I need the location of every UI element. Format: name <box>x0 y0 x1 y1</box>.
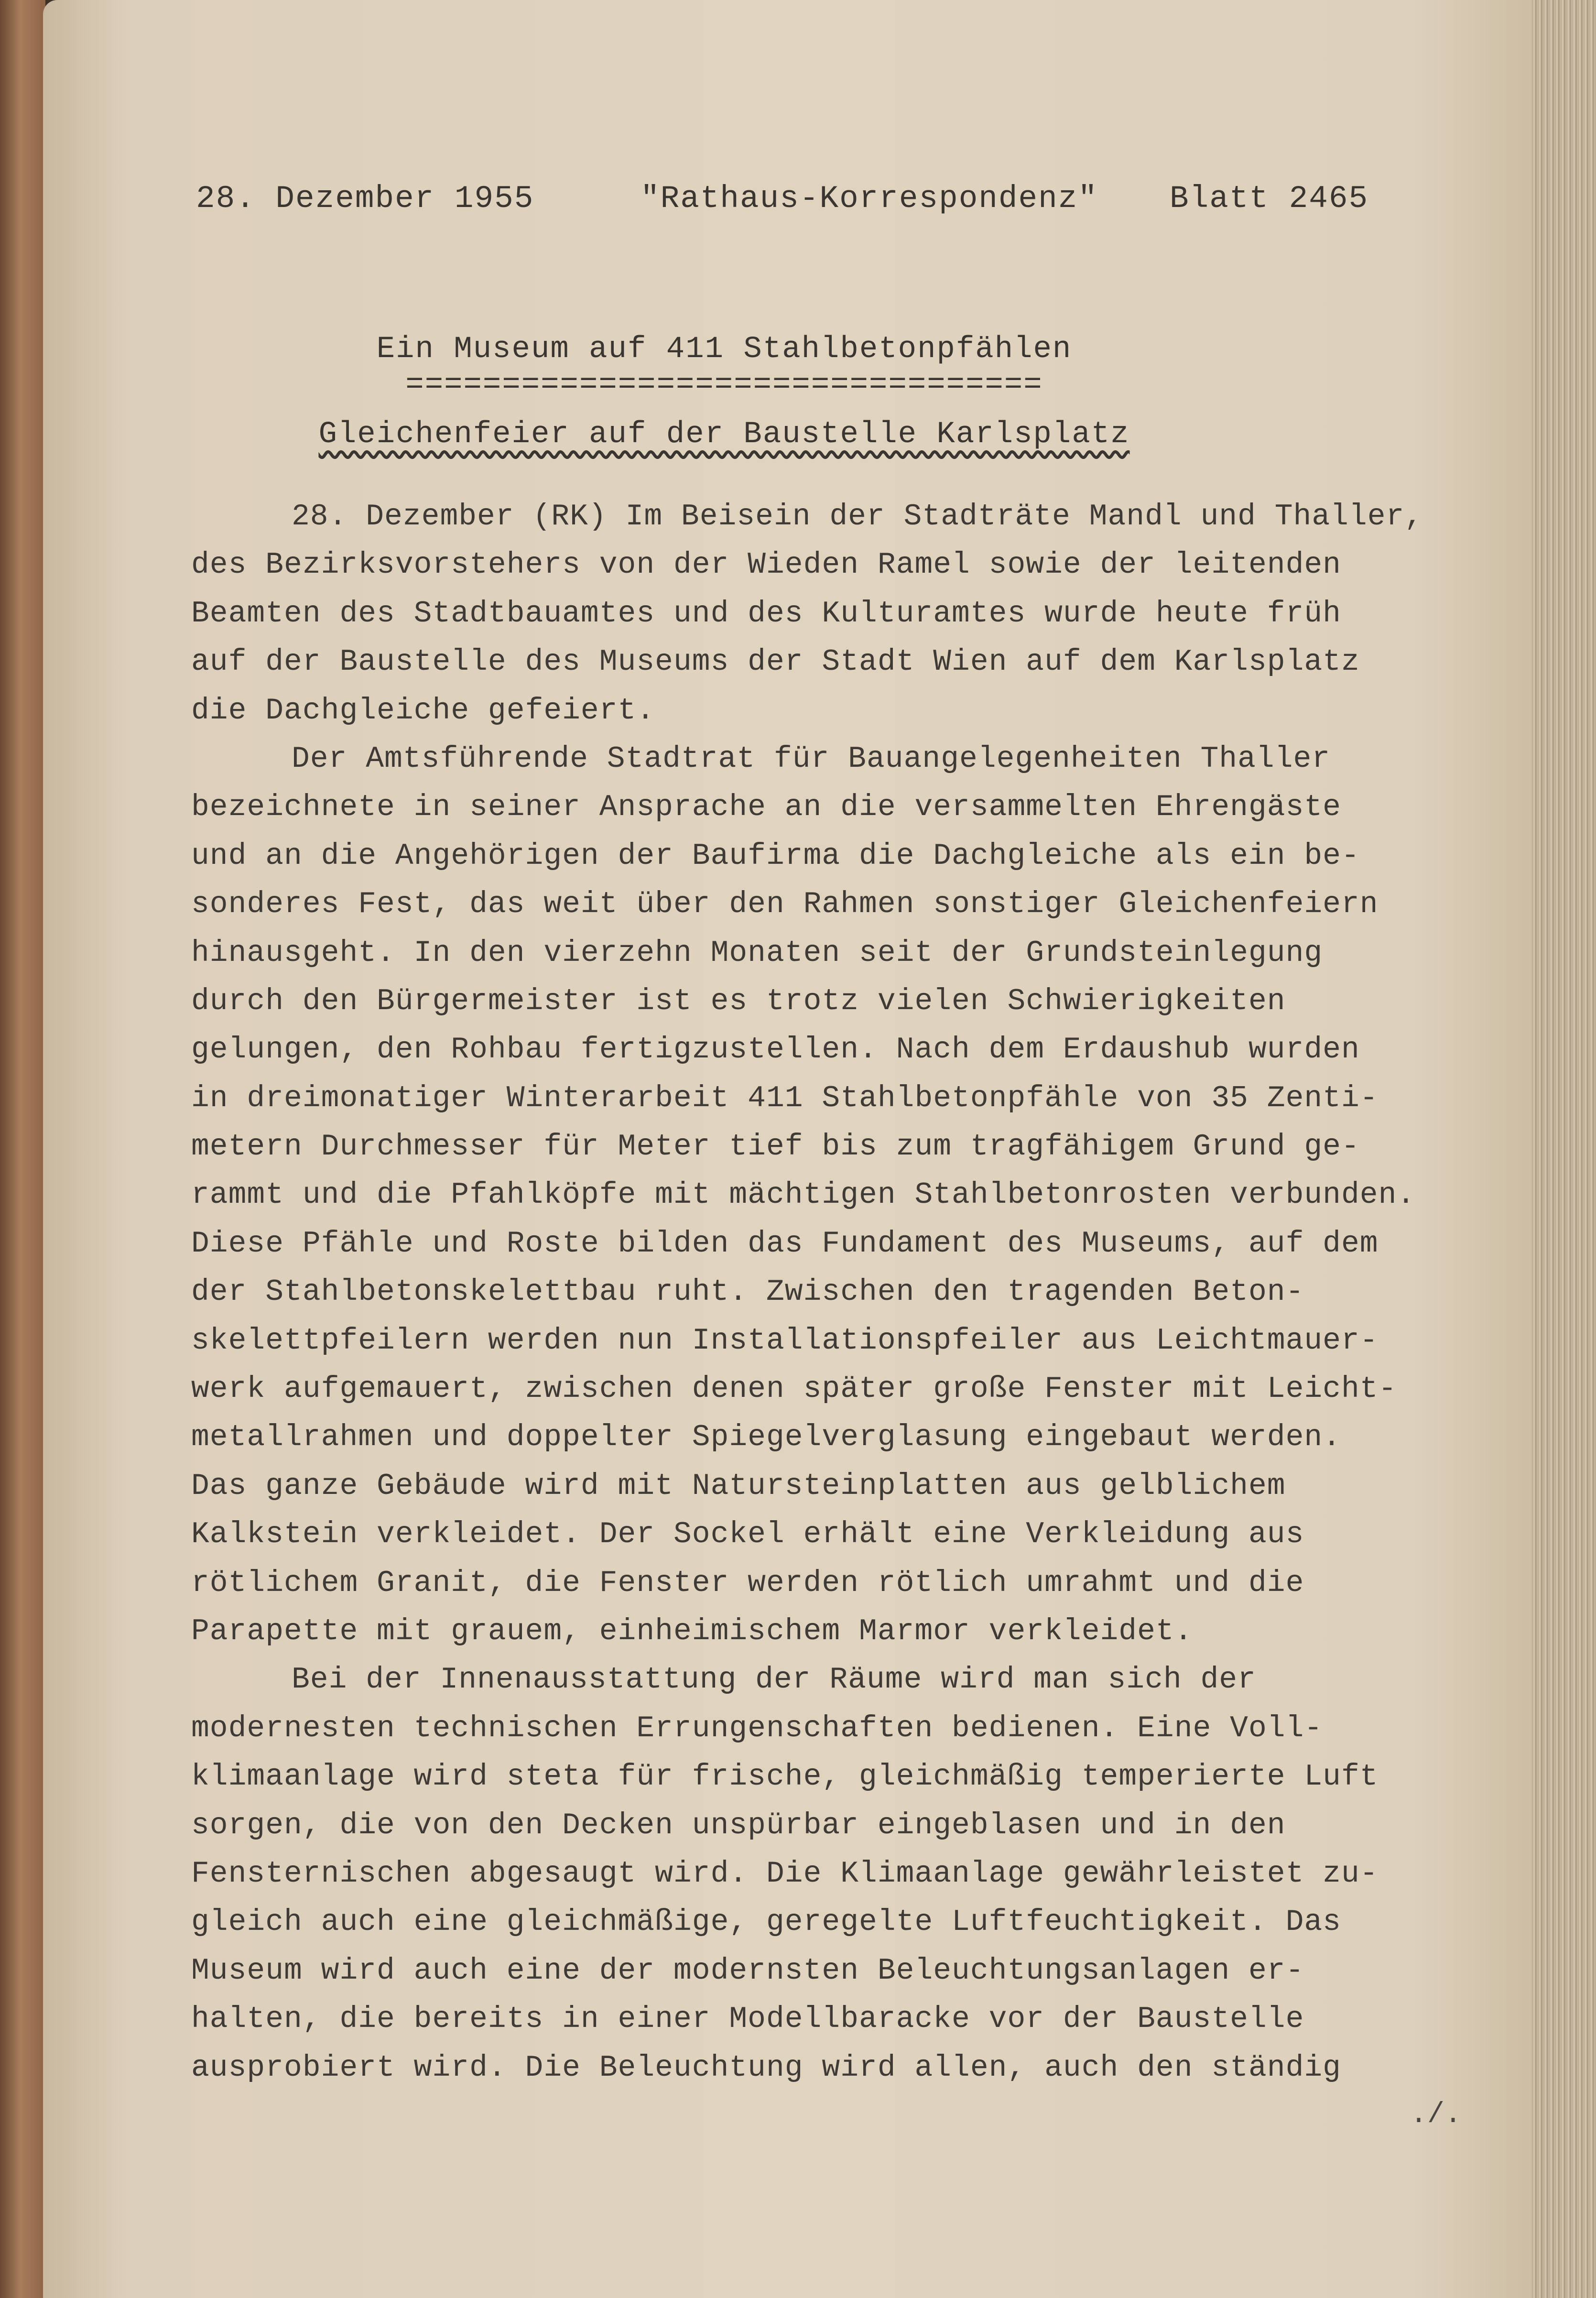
body-line: Beamten des Stadtbauamtes und des Kulturamtes wurde heute früh <box>191 596 1341 631</box>
body-line: Parapette mit grauem, einheimischem Marmor verkleidet. <box>191 1614 1193 1648</box>
body-line: gelungen, den Rohbau fertigzustellen. Nach dem Erdaushub wurden <box>191 1033 1360 1067</box>
body-line: 28. Dezember (RK) Im Beisein der Stadträte Mandl und Thaller, <box>292 500 1423 534</box>
body-line: Kalkstein verkleidet. Der Sockel erhält eine Verkleidung aus <box>191 1517 1304 1552</box>
article-title: Ein Museum auf 411 Stahlbetonpfählen <box>376 332 1072 367</box>
body-line: der Stahlbetonskelettbau ruht. Zwischen den tragenden Beton- <box>191 1275 1304 1309</box>
body-line: klimaanlage wird steta für frische, gleichmäßig temperierte Luft <box>191 1760 1379 1794</box>
body-line: metallrahmen und doppelter Spiegelverglasung eingebaut werden. <box>191 1420 1341 1455</box>
body-line: bezeichnete in seiner Ansprache an die versammelten Ehrengäste <box>191 790 1341 825</box>
body-line: hinausgeht. In den vierzehn Monaten seit der Grundsteinlegung <box>191 936 1323 970</box>
body-line: rammt und die Pfahlköpfe mit mächtigen Stahlbetonrosten verbunden. <box>191 1178 1416 1212</box>
body-line: metern Durchmesser für Meter tief bis zum tragfähigem Grund ge- <box>191 1130 1360 1164</box>
body-line: werk aufgemauert, zwischen denen später große Fenster mit Leicht- <box>191 1372 1397 1406</box>
body-line: Fensternischen abgesaugt wird. Die Klimaanlage gewährleistet zu- <box>191 1856 1379 1891</box>
body-line: die Dachgleiche gefeiert. <box>191 693 655 728</box>
body-line: sorgen, die von den Decken unspürbar eingeblasen und in den <box>191 1808 1286 1842</box>
body-line: halten, die bereits in einer Modellbaracke vor der Baustelle <box>191 2002 1304 2037</box>
body-line: und an die Angehörigen der Baufirma die Dachgleiche als ein be- <box>191 839 1360 873</box>
body-line: gleich auch eine gleichmäßige, geregelte Luftfeuchtigkeit. Das <box>191 1905 1341 1939</box>
body-line: rötlichem Granit, die Fenster werden rötlich umrahmt und die <box>191 1566 1304 1600</box>
continuation-mark: ./. <box>1410 2099 1462 2131</box>
body-line: auf der Baustelle des Museums der Stadt Wien auf dem Karlsplatz <box>191 645 1360 679</box>
body-line: durch den Bürgermeister ist es trotz vielen Schwierigkeiten <box>191 984 1286 1018</box>
body-line: sonderes Fest, das weit über den Rahmen sonstiger Gleichenfeiern <box>191 887 1379 922</box>
header-date: 28. Dezember 1955 <box>196 181 534 217</box>
body-line: ausprobiert wird. Die Beleuchtung wird allen, auch den ständig <box>191 2050 1341 2085</box>
book-page-edges <box>1532 0 1596 2298</box>
body-line: skelettpfeilern werden nun Installationspfeiler aus Leichtmauer- <box>191 1323 1379 1358</box>
body-line: Diese Pfähle und Roste bilden das Fundament des Museums, auf dem <box>191 1226 1379 1261</box>
body-line: Das ganze Gebäude wird mit Natursteinplatten aus gelblichem <box>191 1469 1286 1503</box>
body-line: des Bezirksvorstehers von der Wieden Ramel sowie der leitenden <box>191 548 1341 582</box>
document-page <box>43 0 1532 2298</box>
header-page-number: Blatt 2465 <box>1170 181 1369 217</box>
facing-page-edge <box>0 0 45 2298</box>
page-header <box>196 181 1381 224</box>
article-body <box>191 492 1467 2092</box>
title-rule: ================================= <box>405 368 1043 403</box>
body-line: modernesten technischen Errungenschaften bedienen. Eine Voll- <box>191 1711 1323 1745</box>
header-publication: "Rathaus-Korrespondenz" <box>641 181 1098 217</box>
body-line: Bei der Innenausstattung der Räume wird man sich der <box>292 1663 1256 1697</box>
article-subtitle: Gleichenfeier auf der Baustelle Karlsplatz <box>318 417 1130 452</box>
body-line: in dreimonatiger Winterarbeit 411 Stahlbetonpfähle von 35 Zenti- <box>191 1081 1379 1115</box>
body-line: Der Amtsführende Stadtrat für Bauangelegenheiten Thaller <box>292 741 1331 776</box>
body-line: Museum wird auch eine der modernsten Beleuchtungsanlagen er- <box>191 1953 1304 1988</box>
